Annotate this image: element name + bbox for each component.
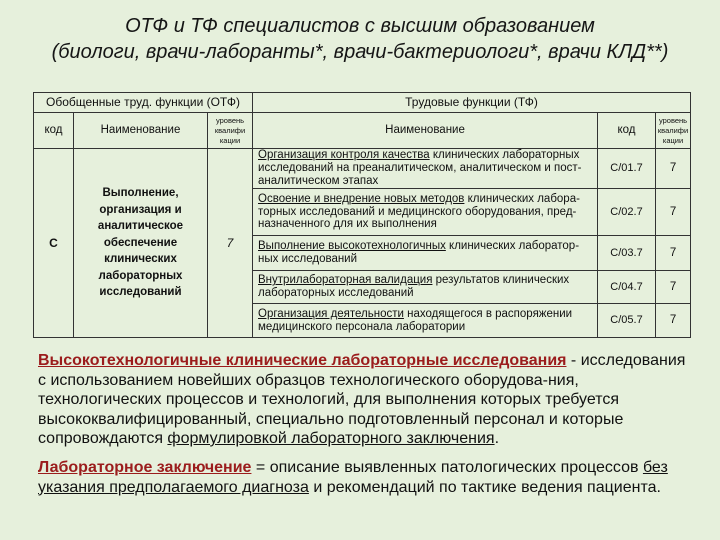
tf-level-header: уровень квалифи кации: [656, 113, 691, 149]
otf-group-header: Обобщенные труд. функции (ОТФ): [34, 93, 253, 113]
tf-code: C/01.7: [598, 149, 656, 189]
definition-tail: и рекомендаций по тактике ведения пациента.: [308, 478, 661, 496]
tf-name-lead: Внутрилабораторная валидация: [258, 274, 433, 287]
otf-level: 7: [208, 149, 253, 338]
otf-code: С: [34, 149, 74, 338]
definition-term: Лабораторное заключение: [38, 459, 252, 476]
tf-code-header: код: [598, 113, 656, 149]
tf-name: [253, 149, 598, 189]
tf-level: 7: [656, 189, 691, 236]
tf-name: [253, 189, 598, 236]
tf-name-lead: Организация контроля качества: [258, 149, 430, 162]
definition-text: = описание выявленных патологических процессов: [251, 459, 643, 476]
tf-level: 7: [656, 236, 691, 271]
table-column-header-row: [34, 113, 691, 149]
tf-code: C/05.7: [598, 304, 656, 338]
tf-code: C/04.7: [598, 271, 656, 304]
tf-level: 7: [656, 304, 691, 338]
title-line-2: (биологи, врачи-лаборанты*, врачи-бактериологи*, врачи КЛД**): [51, 41, 669, 63]
definition-emphasis: формулировкой лабораторного заключения: [167, 430, 495, 447]
functions-table: [33, 92, 691, 338]
tf-name-rest: результатов клинических лабораторных исследований: [258, 274, 570, 299]
definition-tail: .: [494, 430, 500, 447]
definition-lab-conclusion: [38, 458, 714, 497]
otf-level-header: уровень квалифи кации: [208, 113, 253, 149]
tf-level: 7: [656, 149, 691, 189]
definition-term: Высокотехнологичные клинические лабораторные исследования: [38, 352, 567, 369]
otf-name: Выполнение, организация и аналитическое обеспечение клинических лабораторных исследований: [74, 149, 208, 338]
tf-name-lead: Освоение и внедрение новых методов: [258, 192, 465, 205]
otf-code-header: код: [34, 113, 74, 149]
table-group-header-row: [34, 93, 691, 113]
tf-name: [253, 304, 598, 338]
tf-name-rest: клинических лаборатор- ных исследований: [258, 240, 580, 265]
tf-name-rest: клинических лабора- торных исследований и медицинского оборудования, пред- назначенного для их выполнения: [258, 192, 580, 231]
slide-title: [0, 13, 720, 65]
tf-name-rest: клинических лабораторных исследований на преаналитическом, аналитическом и пост- аналитическом этапах: [258, 149, 582, 187]
tf-level: 7: [656, 271, 691, 304]
definition-emphasis: без указания предполагаемого диагноза: [38, 459, 668, 496]
tf-name-lead: Выполнение высокотехнологичных: [258, 240, 446, 253]
tf-name-rest: находящегося в распоряжении медицинского персонала лаборатории: [258, 307, 573, 333]
tf-name: [253, 271, 598, 304]
tf-name-header: Наименование: [253, 113, 598, 149]
title-line-1: ОТФ и ТФ специалистов с высшим образованием: [125, 15, 595, 37]
tf-name-lead: Организация деятельности: [258, 307, 404, 320]
tf-code: C/02.7: [598, 189, 656, 236]
otf-name-header: Наименование: [74, 113, 208, 149]
definition-text: - исследования с использованием новейших образцов технологического оборудова-ния, технологических процессов и технологий, для выполнения которых требуется высококвалифицированный, специально подготовленный персонал и которые сопровождаются: [38, 352, 686, 447]
table-row: [34, 149, 691, 189]
tf-name: [253, 236, 598, 271]
tf-group-header: Трудовые функции (ТФ): [253, 93, 691, 113]
tf-code: C/03.7: [598, 236, 656, 271]
definition-high-tech-lab-tests: [38, 351, 714, 449]
